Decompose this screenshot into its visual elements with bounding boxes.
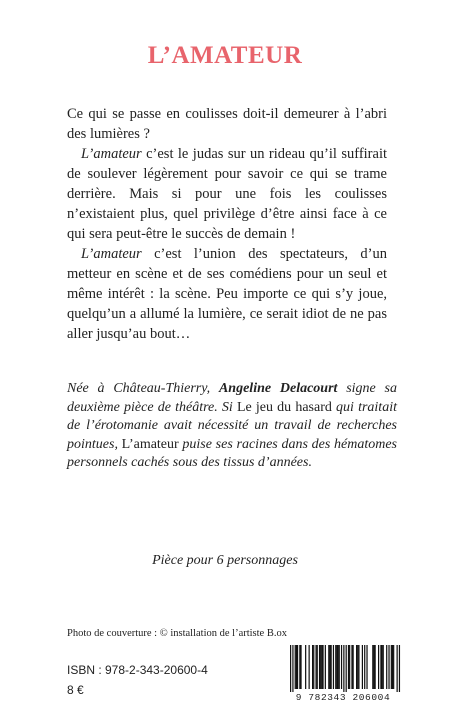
barcode-bar xyxy=(339,645,340,689)
barcode-bar xyxy=(362,645,363,689)
barcode-bar xyxy=(388,645,389,689)
price: 8 € xyxy=(67,683,84,697)
barcode-bar xyxy=(349,645,350,689)
barcode-bar xyxy=(325,645,326,689)
barcode-bar xyxy=(335,645,336,689)
bio-book-1: Le jeu du hasard xyxy=(236,399,332,415)
barcode-bar xyxy=(348,645,349,689)
barcode-bar xyxy=(295,645,296,689)
barcode-bar xyxy=(313,645,314,689)
barcode-bar xyxy=(346,645,347,692)
barcode-bar xyxy=(322,645,323,689)
barcode-bar xyxy=(391,645,392,689)
blurb-paragraph-2-text: c’est le judas sur un rideau qu’il suffirait de soulever légèrement pour savoir ce qui se trame derrière. Mais si pour une fois les coulisses n’existaient plus, quel privilège d’être ainsi face à ce qui sera peut-être le succès de demain ! xyxy=(67,146,387,242)
barcode-bar xyxy=(375,645,376,689)
barcode-bar xyxy=(333,645,334,689)
barcode-bar xyxy=(292,645,293,692)
barcode-bar xyxy=(357,645,358,689)
barcode-bar xyxy=(393,645,394,689)
blurb-paragraph-2-title: L’amateur xyxy=(81,146,142,162)
bio-part-4: puise ses racines dans des hématomes personnels cachés sous des tissus d’années. xyxy=(67,436,397,470)
cast-note: Pièce pour 6 personnages xyxy=(152,553,298,568)
barcode-bar xyxy=(320,645,321,689)
barcode-bar xyxy=(392,645,393,689)
barcode-bar xyxy=(366,645,367,689)
barcode-bar xyxy=(343,645,344,692)
author-name: Angeline Delacourt xyxy=(218,381,338,396)
bio-part-1: Née à Château-Thierry, xyxy=(67,381,219,396)
barcode-bar xyxy=(337,645,338,689)
barcode-bar xyxy=(381,645,382,689)
barcode-bar xyxy=(315,645,316,689)
barcode-bar xyxy=(397,645,398,692)
barcode-bar xyxy=(372,645,373,689)
barcode-bar xyxy=(329,645,330,689)
barcode-bar xyxy=(319,645,320,689)
barcode-bar xyxy=(378,645,379,689)
author-bio xyxy=(67,380,397,473)
barcode-bar xyxy=(299,645,300,689)
barcode-bar xyxy=(312,645,313,689)
barcode-bar xyxy=(317,645,318,689)
barcode-bars xyxy=(278,645,408,692)
barcode-bar xyxy=(321,645,322,689)
blurb-paragraph-3-title: L’amateur xyxy=(81,246,142,262)
blurb-paragraph-2 xyxy=(67,144,387,244)
barcode-bar xyxy=(309,645,310,689)
barcode-bar xyxy=(351,645,352,689)
barcode-bar xyxy=(305,645,306,689)
barcode-bar xyxy=(399,645,400,692)
barcode-bar xyxy=(336,645,337,689)
blurb-paragraph-3-text: c’est l’union des spectateurs, d’un metteur en scène et de ses comédiens pour un seul et même intérêt : la scène. Peu importe ce qui s’y joue, quelqu’un a allumé la lumière, ce serait idiot de ne pas aller jusqu’au bout… xyxy=(67,246,387,342)
barcode-bar xyxy=(373,645,374,689)
barcode-bar xyxy=(341,645,342,689)
barcode-bar xyxy=(300,645,301,689)
barcode-bar xyxy=(296,645,297,689)
barcode-bar xyxy=(290,645,291,692)
cover-photo-credit: Photo de couverture : © installation de l’artiste B.ox xyxy=(67,628,287,639)
bio-book-2: L’amateur xyxy=(121,436,179,452)
barcode-bar xyxy=(353,645,354,689)
barcode-bar xyxy=(328,645,329,689)
book-title: L’AMATEUR xyxy=(147,42,303,69)
barcode-bar xyxy=(358,645,359,689)
barcode-digits: 9 782343 206004 xyxy=(295,692,391,703)
barcode-bar xyxy=(380,645,381,689)
bio-part-2: signe sa deuxième pièce de théâtre. Si xyxy=(67,381,398,415)
barcode-bar xyxy=(356,645,357,689)
barcode-bar xyxy=(364,645,365,689)
barcode-bar xyxy=(331,645,332,689)
isbn-barcode xyxy=(278,645,408,703)
barcode-bar xyxy=(383,645,384,689)
bio-part-3: qui traitait de l’érotomanie avait nécessité un travail de recherches pointues, xyxy=(67,399,397,452)
back-cover-blurb xyxy=(67,104,387,344)
barcode-bar xyxy=(386,645,387,689)
barcode-bar xyxy=(297,645,298,689)
blurb-paragraph-3 xyxy=(67,244,387,344)
isbn: ISBN : 978-2-343-20600-4 xyxy=(67,663,208,677)
blurb-paragraph-1: Ce qui se passe en coulisses doit-il demeurer à l’abri des lumières ? xyxy=(67,106,387,142)
